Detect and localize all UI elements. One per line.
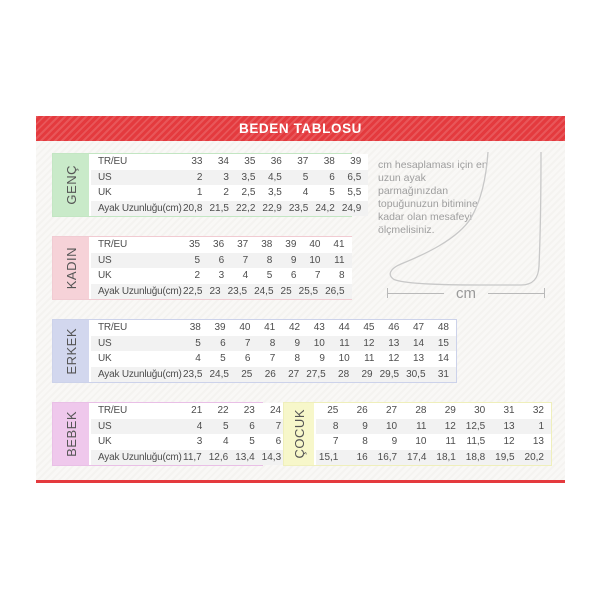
size-value: 36 xyxy=(213,239,225,251)
size-value: 32 xyxy=(532,405,544,417)
table-label-bebek xyxy=(53,403,89,465)
table-row xyxy=(91,367,456,383)
size-value: 45 xyxy=(363,322,375,334)
size-value: 9 xyxy=(319,353,325,365)
size-value: 27,5 xyxy=(306,368,326,380)
table-label-text: GENÇ xyxy=(63,165,79,205)
size-value: 7 xyxy=(275,420,282,432)
size-value: 4 xyxy=(302,187,309,199)
table-row xyxy=(316,403,551,419)
size-value: 5,5 xyxy=(347,187,362,199)
row-label: Ayak Uzunluğu(cm) xyxy=(98,451,182,463)
size-value: 3,5 xyxy=(241,171,256,183)
row-label: US xyxy=(98,254,112,266)
size-value: 39 xyxy=(350,156,362,168)
size-value: 13 xyxy=(388,337,400,349)
size-value: 10 xyxy=(386,420,398,432)
size-value: 6 xyxy=(220,337,226,349)
size-value: 23,5 xyxy=(288,202,309,214)
row-label: TR/EU xyxy=(98,156,128,168)
size-value: 11 xyxy=(339,337,350,349)
size-value: 12 xyxy=(363,337,375,349)
size-value: 27 xyxy=(288,368,300,380)
size-value: 16 xyxy=(356,451,368,463)
row-label: UK xyxy=(98,436,112,448)
size-table-kadin xyxy=(52,236,352,300)
size-value: 23 xyxy=(209,285,221,297)
measure-tick-right xyxy=(544,288,545,298)
table-row xyxy=(91,253,352,269)
size-value: 48 xyxy=(437,322,449,334)
row-label: Ayak Uzunluğu(cm) xyxy=(98,368,182,380)
size-value: 23,5 xyxy=(227,285,248,297)
size-value: 31 xyxy=(437,368,449,380)
size-value: 42 xyxy=(288,322,301,334)
size-value: 8 xyxy=(332,420,339,432)
size-value: 26,5 xyxy=(325,285,345,297)
size-value: 5 xyxy=(194,254,201,266)
table-row xyxy=(91,185,368,201)
size-value: 25,5 xyxy=(298,285,319,297)
size-value: 4,5 xyxy=(267,171,282,183)
size-value: 7 xyxy=(244,337,251,349)
size-value: 41 xyxy=(264,322,276,334)
size-value: 10 xyxy=(415,436,427,448)
size-value: 37 xyxy=(237,239,249,251)
size-table-genc xyxy=(52,153,362,217)
size-value: 7 xyxy=(332,436,339,448)
chart-body xyxy=(36,141,565,480)
size-value: 24,9 xyxy=(341,202,362,214)
size-value: 22,9 xyxy=(262,202,282,214)
size-table-erkek xyxy=(52,319,457,383)
size-value: 29,5 xyxy=(379,368,400,380)
table-row xyxy=(91,403,288,419)
size-value: 7 xyxy=(314,270,321,282)
size-value: 6 xyxy=(249,420,255,432)
measure-line-right xyxy=(488,293,544,294)
table-row xyxy=(91,154,368,170)
size-value: 22,2 xyxy=(235,202,256,214)
size-value: 8 xyxy=(338,270,345,282)
size-value: 18,8 xyxy=(465,451,486,463)
table-label-text: ÇOCUK xyxy=(291,409,307,459)
row-label: TR/EU xyxy=(98,239,128,251)
size-value: 8 xyxy=(266,254,273,266)
table-row xyxy=(91,419,288,435)
size-value: 24 xyxy=(270,405,282,417)
size-value: 30 xyxy=(474,405,486,417)
table-rows xyxy=(91,320,456,382)
size-value: 16,7 xyxy=(377,451,398,463)
size-value: 13,4 xyxy=(235,451,255,463)
size-value: 25 xyxy=(241,368,253,380)
size-value: 14 xyxy=(413,337,425,349)
size-value: 40 xyxy=(239,322,251,334)
table-row xyxy=(316,450,551,466)
size-value: 6 xyxy=(290,270,297,282)
size-value: 28 xyxy=(338,368,350,380)
table-row xyxy=(91,201,368,217)
size-value: 18,1 xyxy=(436,451,456,463)
table-label-genc xyxy=(53,154,89,216)
size-value: 2 xyxy=(196,171,203,183)
size-value: 12 xyxy=(444,420,456,432)
size-value: 11,7 xyxy=(183,451,202,463)
table-row xyxy=(316,419,551,435)
size-value: 12 xyxy=(503,436,515,448)
row-label: Ayak Uzunluğu(cm) xyxy=(98,202,182,214)
size-value: 1 xyxy=(196,187,203,199)
size-value: 21,5 xyxy=(209,202,229,214)
size-value: 12 xyxy=(388,353,400,365)
page-title: BEDEN TABLOSU xyxy=(36,116,565,141)
size-value: 39 xyxy=(285,239,297,251)
size-value: 22,5 xyxy=(183,285,203,297)
size-value: 25 xyxy=(327,405,339,417)
size-value: 24,5 xyxy=(254,285,274,297)
size-value: 15,1 xyxy=(318,451,339,463)
row-label: UK xyxy=(98,270,112,282)
size-value: 8 xyxy=(294,353,301,365)
table-row xyxy=(316,434,551,450)
size-value: 11 xyxy=(445,436,456,448)
size-value: 4 xyxy=(196,420,203,432)
row-label: UK xyxy=(98,353,112,365)
size-value: 11 xyxy=(364,353,375,365)
measure-line-left xyxy=(388,293,444,294)
size-value: 11 xyxy=(416,420,427,432)
bottom-accent-line xyxy=(36,480,565,483)
size-value: 3,5 xyxy=(267,187,282,199)
size-value: 31 xyxy=(503,405,515,417)
table-row xyxy=(91,351,456,367)
size-value: 40 xyxy=(309,239,321,251)
size-value: 13 xyxy=(413,353,425,365)
size-value: 26 xyxy=(356,405,368,417)
size-table-cocuk xyxy=(283,402,552,466)
size-value: 12,6 xyxy=(208,451,229,463)
size-value: 25 xyxy=(280,285,292,297)
table-label-text: ERKEK xyxy=(63,327,79,375)
size-value: 27 xyxy=(386,405,398,417)
size-value: 5 xyxy=(220,353,226,365)
size-table-bebek xyxy=(52,402,282,466)
row-label: US xyxy=(98,171,112,183)
size-value: 24,2 xyxy=(315,202,335,214)
size-value: 11 xyxy=(334,254,345,266)
size-value: 26 xyxy=(264,368,276,380)
size-value: 11,5 xyxy=(466,436,486,448)
size-value: 6,5 xyxy=(347,171,362,183)
size-value: 4 xyxy=(195,353,201,365)
size-value: 2,5 xyxy=(241,187,256,199)
row-label: TR/EU xyxy=(98,322,128,334)
table-row xyxy=(91,320,456,336)
size-value: 6 xyxy=(275,436,282,448)
table-rows xyxy=(91,237,352,299)
size-value: 22 xyxy=(217,405,229,417)
size-value: 6 xyxy=(218,254,225,266)
measurement-instructions: cm hesaplaması için en uzun ayak parmağınızdan topuğunuzun bitimine kadar olan mesafeyi ölçmelisiniz. xyxy=(378,159,488,236)
size-value: 6 xyxy=(244,353,251,365)
size-value: 2 xyxy=(194,270,201,282)
table-row xyxy=(91,268,352,284)
size-value: 33 xyxy=(191,156,203,168)
size-value: 28 xyxy=(415,405,427,417)
size-value: 44 xyxy=(338,322,350,334)
table-label-kadin xyxy=(53,237,89,299)
size-value: 36 xyxy=(270,156,282,168)
size-value: 29 xyxy=(444,405,456,417)
table-row xyxy=(91,170,368,186)
size-value: 10 xyxy=(309,254,321,266)
size-value: 15 xyxy=(437,337,449,349)
size-value: 3 xyxy=(218,270,225,282)
size-value: 4 xyxy=(242,270,249,282)
size-value: 5 xyxy=(249,436,255,448)
row-label: US xyxy=(98,337,112,349)
size-value: 9 xyxy=(362,420,368,432)
size-value: 30,5 xyxy=(406,368,426,380)
size-value: 13 xyxy=(532,436,544,448)
table-label-text: KADIN xyxy=(63,246,79,290)
size-value: 35 xyxy=(188,239,201,251)
size-value: 34 xyxy=(217,156,229,168)
size-value: 8 xyxy=(362,436,368,448)
size-value: 2 xyxy=(223,187,229,199)
table-row xyxy=(91,450,288,466)
foot-outline-illustration xyxy=(385,152,547,287)
table-label-cocuk xyxy=(284,403,314,465)
row-label: TR/EU xyxy=(98,405,128,417)
size-value: 23 xyxy=(243,405,255,417)
size-value: 38 xyxy=(323,156,335,168)
size-value: 7 xyxy=(269,353,276,365)
cm-measure-line xyxy=(387,283,545,303)
size-value: 8 xyxy=(269,337,276,349)
size-value: 5 xyxy=(195,337,201,349)
size-value: 5 xyxy=(302,171,309,183)
size-value: 39 xyxy=(214,322,226,334)
table-row xyxy=(91,336,456,352)
row-label: US xyxy=(98,420,112,432)
size-value: 14 xyxy=(437,353,449,365)
table-rows xyxy=(91,403,288,465)
table-label-erkek xyxy=(53,320,89,382)
size-value: 5 xyxy=(223,420,229,432)
size-value: 24,5 xyxy=(209,368,229,380)
size-value: 6 xyxy=(329,171,335,183)
size-value: 17,4 xyxy=(407,451,427,463)
size-chart-card xyxy=(36,116,565,483)
row-label: Ayak Uzunluğu(cm) xyxy=(98,285,182,297)
size-value: 12,5 xyxy=(465,420,486,432)
table-rows xyxy=(316,403,551,465)
size-value: 20,2 xyxy=(524,451,544,463)
size-value: 46 xyxy=(388,322,400,334)
size-value: 10 xyxy=(313,337,325,349)
size-value: 5 xyxy=(329,187,335,199)
size-value: 7 xyxy=(242,254,249,266)
size-value: 38 xyxy=(261,239,273,251)
size-value: 47 xyxy=(413,322,425,334)
size-value: 9 xyxy=(290,254,297,266)
table-label-text: BEBEK xyxy=(63,411,79,457)
size-value: 20,8 xyxy=(183,202,203,214)
cm-label: cm xyxy=(456,284,476,302)
size-value: 41 xyxy=(333,239,345,251)
table-rows xyxy=(91,154,368,216)
size-value: 35 xyxy=(244,156,256,168)
size-value: 1 xyxy=(538,420,544,432)
size-value: 9 xyxy=(391,436,398,448)
table-row xyxy=(91,434,288,450)
size-value: 37 xyxy=(297,156,309,168)
table-row xyxy=(91,284,352,300)
size-value: 3 xyxy=(223,171,229,183)
size-value: 14,3 xyxy=(261,451,282,463)
size-value: 29 xyxy=(361,368,373,380)
size-value: 4 xyxy=(223,436,229,448)
size-value: 19,5 xyxy=(495,451,515,463)
table-row xyxy=(91,237,352,253)
size-value: 23,5 xyxy=(183,368,203,380)
size-value: 38 xyxy=(189,322,201,334)
size-value: 9 xyxy=(294,337,301,349)
size-value: 21 xyxy=(191,405,203,417)
size-value: 13 xyxy=(503,420,515,432)
size-value: 10 xyxy=(338,353,350,365)
size-value: 43 xyxy=(313,322,325,334)
size-value: 5 xyxy=(266,270,273,282)
row-label: UK xyxy=(98,187,112,199)
size-value: 3 xyxy=(196,436,203,448)
